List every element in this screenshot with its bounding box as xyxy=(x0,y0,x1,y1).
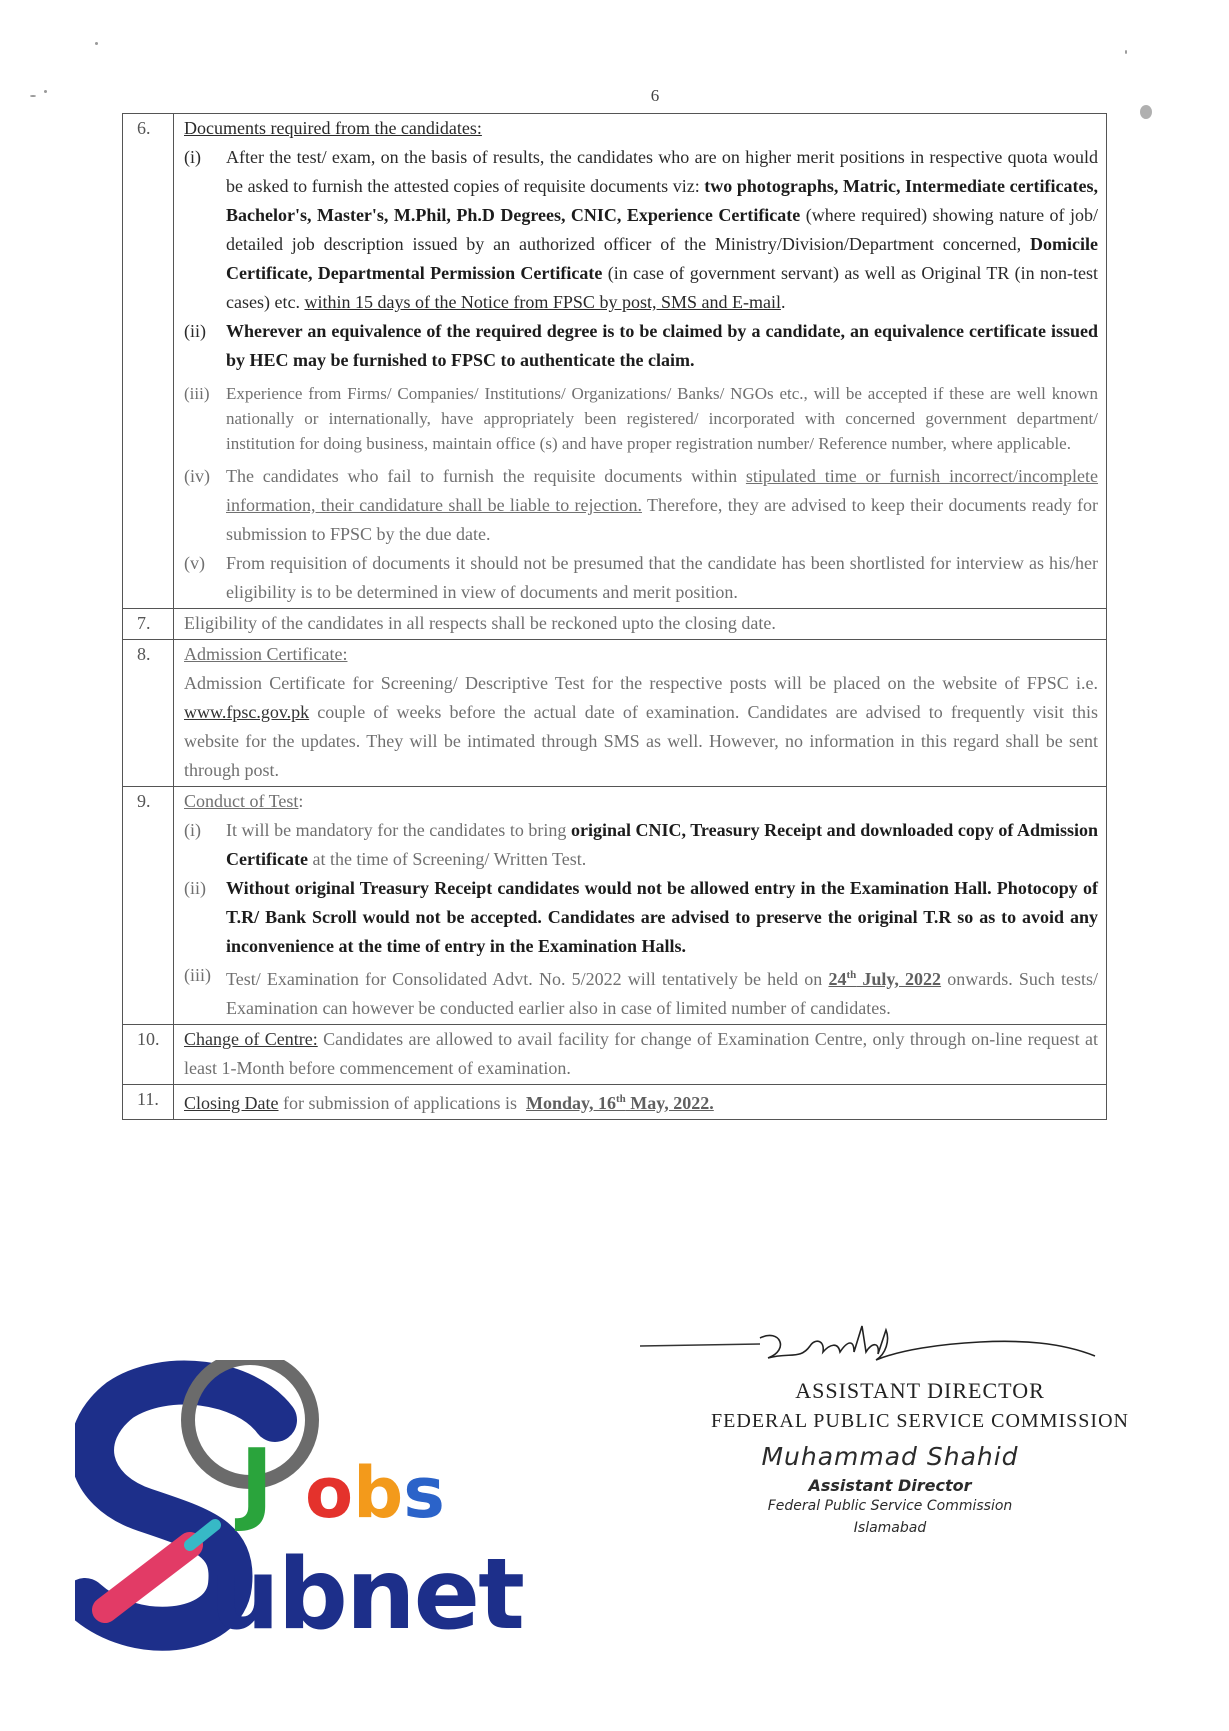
item-marker: (i) xyxy=(184,820,201,840)
section-heading: Conduct of Test xyxy=(184,791,299,811)
section-row xyxy=(123,1025,1107,1085)
item-text: onwards. Such tests/ Examination can however be conducted earlier also in case of limited number of candidates. xyxy=(226,969,1099,1018)
instructions-table xyxy=(122,113,1107,1120)
item-marker: (iii) xyxy=(184,384,210,403)
section-content xyxy=(174,1085,1107,1120)
heading-suffix: : xyxy=(298,791,304,811)
list-item xyxy=(184,961,1098,1023)
section-heading: Closing Date xyxy=(184,1093,279,1113)
item-text: Therefore, they are advised to keep their documents ready for submission to FPSC by the due date. xyxy=(226,495,1098,544)
section-number: 11. xyxy=(123,1085,174,1120)
item-marker: (ii) xyxy=(184,878,206,898)
section-row xyxy=(123,787,1107,1025)
item-bold-text: two photographs, Matric, Intermediate certificates, Bachelor's, Master's, M.Phil, Ph.D Degrees, CNIC, Experience Certificate xyxy=(226,176,1099,225)
section-row xyxy=(123,1085,1107,1120)
section-number: 7. xyxy=(123,609,174,640)
section-content xyxy=(174,787,1107,1025)
item-text: Experience from Firms/ Companies/ Institutions/ Organizations/ Banks/ NGOs etc., will be accepted if these are well known nationally or internationally, have appropriately been registered/ incorporated with concerned government department/ institution for doing business, maintain office (s) and have proper registration number/ Reference number, where applicable. xyxy=(226,384,1098,453)
section-text: Admission Certificate for Screening/ Descriptive Test for the respective posts will be placed on the website of FPSC i.e. xyxy=(184,673,1098,693)
scan-speck xyxy=(95,42,98,45)
section-row xyxy=(123,114,1107,609)
item-text: It will be mandatory for the candidates to bring xyxy=(226,820,567,840)
closing-date: Monday, 16th May, 2022. xyxy=(525,1093,714,1113)
item-text: . xyxy=(780,292,786,312)
list-item xyxy=(184,816,1098,874)
section-heading: Admission Certificate: xyxy=(184,644,348,664)
logo-text-obs: obs xyxy=(305,1452,445,1534)
item-marker: (ii) xyxy=(184,321,206,341)
item-marker: (iv) xyxy=(184,466,210,486)
list-item xyxy=(184,874,1098,961)
item-underlined-text: within 15 days of the Notice from FPSC by post, SMS and E-mail xyxy=(304,292,781,312)
item-underlined-text: stipulated time or furnish incorrect/incomplete information, their candidature shall be liable to rejection. xyxy=(226,466,1099,515)
item-text: (in case of government servant) as well as Original TR (in non-test cases) etc. xyxy=(226,263,1098,312)
item-text: After the test/ exam, on the basis of results, the candidates who are on higher merit positions in respective quota would be asked to furnish the attested copies of requisite documents viz: xyxy=(226,147,1098,196)
section-row xyxy=(123,640,1107,787)
section-content xyxy=(174,640,1107,787)
handwritten-signature xyxy=(640,1320,1100,1380)
item-marker: (i) xyxy=(184,147,201,167)
item-marker: (iii) xyxy=(184,965,211,985)
item-bold-text: Without original Treasury Receipt candidates would not be allowed entry in the Examination Hall. Photocopy of T.R/ Bank Scroll would not be accepted. Candidates are advised to preserve the original T.R so as to avoid any inconvenience at the time of entry in the Examination Halls. xyxy=(226,878,1098,956)
section-heading: Documents required from the candidates: xyxy=(184,118,482,138)
item-text: The candidates who fail to furnish the requisite documents within xyxy=(226,466,738,486)
item-bold-text: original CNIC, Treasury Receipt and downloaded copy of Admission Certificate xyxy=(226,820,1098,869)
section-number: 9. xyxy=(123,787,174,1025)
section-content xyxy=(174,114,1107,609)
item-marker: (v) xyxy=(184,553,205,573)
item-bold-text: Domicile Certificate, Departmental Permission Certificate xyxy=(226,234,1098,283)
stamp-designation: Assistant Director xyxy=(808,1476,972,1495)
section-number: 6. xyxy=(123,114,174,609)
item-text: at the time of Screening/ Written Test. xyxy=(312,849,587,869)
section-number: 8. xyxy=(123,640,174,787)
item-text: From requisition of documents it should not be presumed that the candidate has been shortlisted for interview as his/her eligibility is to be determined in view of documents and merit position. xyxy=(226,553,1098,602)
logo-text-ubnet: ubnet xyxy=(210,1538,523,1652)
section-heading: Change of Centre: xyxy=(184,1029,318,1049)
section-number: 10. xyxy=(123,1025,174,1085)
section-text: for submission of applications is xyxy=(283,1093,517,1113)
stamp-name: Muhammad Shahid xyxy=(761,1442,1019,1471)
scan-speck xyxy=(30,95,36,97)
list-item xyxy=(184,317,1098,375)
scan-speck xyxy=(1140,105,1152,119)
item-text: (where required) showing nature of job/ detailed job description issued by an authorized officer of the Ministry/Division/Department concerned, xyxy=(226,205,1098,254)
item-text: Test/ Examination for Consolidated Advt. No. 5/2022 will tentatively be held on xyxy=(226,969,823,989)
section-row xyxy=(123,609,1107,640)
section-content: Eligibility of the candidates in all respects shall be reckoned upto the closing date. xyxy=(174,609,1107,640)
signatory-organization: FEDERAL PUBLIC SERVICE COMMISSION xyxy=(711,1410,1129,1432)
signatory-title: ASSISTANT DIRECTOR xyxy=(795,1378,1045,1403)
list-item xyxy=(184,462,1098,549)
list-item xyxy=(184,143,1098,317)
fpsc-website-link[interactable]: www.fpsc.gov.pk xyxy=(184,702,310,722)
scan-speck xyxy=(1125,50,1127,54)
stamp-organization: Federal Public Service Commission xyxy=(767,1498,1013,1514)
test-date: 24th July, 2022 xyxy=(828,969,942,989)
pink-handle-shape xyxy=(105,1545,190,1610)
section-text: couple of weeks before the actual date of examination. Candidates are advised to frequently visit this website for the updates. They will be intimated through SMS as well. However, no information in this regard shall be sent through post. xyxy=(184,702,1099,780)
item-bold-text: Wherever an equivalence of the required degree is to be claimed by a candidate, an equivalence certificate issued by HEC may be furnished to FPSC to authenticate the claim. xyxy=(226,321,1098,370)
page-number: 6 xyxy=(650,86,660,105)
scan-speck xyxy=(44,90,47,93)
stamp-city: Islamabad xyxy=(853,1520,927,1536)
section-content xyxy=(174,1025,1107,1085)
list-item xyxy=(184,381,1098,456)
logo-letter-j: J xyxy=(240,1430,274,1535)
jobs-subnet-logo xyxy=(75,1360,575,1660)
list-item xyxy=(184,549,1098,607)
section-text: Candidates are allowed to avail facility for change of Examination Centre, only through on-line request at least 1-Month before commencement of examination. xyxy=(184,1029,1099,1078)
